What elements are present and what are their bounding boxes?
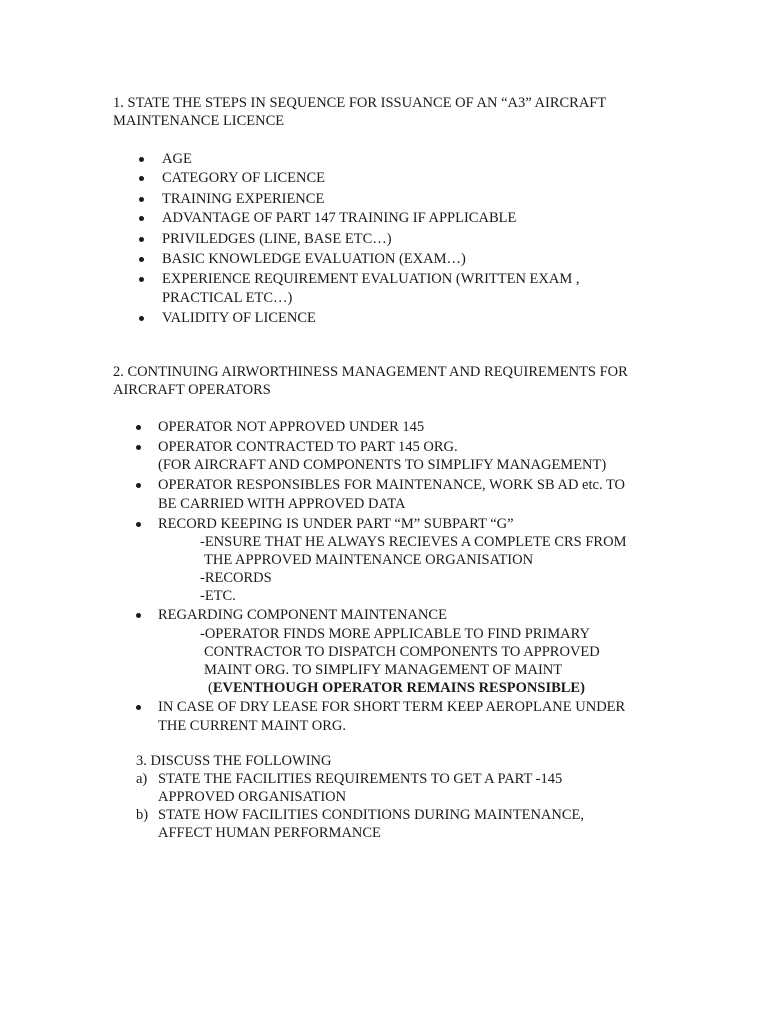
bullet-icon (139, 316, 144, 321)
bullet-icon (139, 257, 144, 262)
section3-heading: 3. DISCUSS THE FOLLOWING (136, 753, 332, 769)
bullet-icon (136, 483, 141, 488)
bullet-icon (136, 445, 141, 450)
bullet-icon (139, 216, 144, 221)
bullet-icon (136, 425, 141, 430)
section2-heading-line2: AIRCRAFT OPERATORS (113, 382, 271, 398)
bullet-icon (139, 277, 144, 282)
section2-heading-line1: 2. CONTINUING AIRWORTHINESS MANAGEMENT AND REQUIREMENTS FOR (113, 364, 628, 380)
list-marker: b) (136, 807, 149, 823)
section1-heading-line2: MAINTENANCE LICENCE (113, 113, 285, 129)
bullet-icon (136, 613, 141, 618)
bullet-icon (139, 157, 144, 162)
bullet-icon (136, 522, 141, 527)
bullet-icon (136, 705, 141, 710)
section1-heading-line1: 1. STATE THE STEPS IN SEQUENCE FOR ISSUANCE OF AN “A3” AIRCRAFT (113, 95, 607, 111)
bullet-icon (139, 237, 144, 242)
document-page: 1. STATE THE STEPS IN SEQUENCE FOR ISSUANCE OF AN “A3” AIRCRAFT MAINTENANCE LICENCE AGE CATEGORY OF LICENCE TRAINING EXPERIENCE ADVANTAGE OF PART 147 TRAINING IF APPLICABLE PRIVILEDGES (LINE, BASE ETC…) BASIC KNOWLEDGE EVALUATION (EXAM…) EXPERIENCE REQUIREMENT EVALUATION (WRITTEN EXAM , PRACTICAL ETC…) VALIDITY OF LICENCE 2. CONTINUING AIRWORTHINESS MANAGEMENT AND REQUIREMENTS FOR AIRCRAFT OPERATORS OPERATOR NOT APPROVED UNDER 145 OPERATOR CONTRACTED TO PART 145 ORG. (FOR AIRCRAFT AND COMPONENTS TO SIMPLIFY MANAGEMENT) OPERATOR RESPONSIBLES FOR MAINTENANCE, WORK SB AD etc. TO BE CARRIED WITH APPROVED DATA RECORD KEEPING IS UNDER PART “M” SUBPART “G” -ENSURE THAT HE ALWAYS RECIEVES A COMPLETE CRS FROM THE APPROVED MAINTENANCE ORGANISATION -RECORDS -ETC. REGARDING COMPONENT MAINTENANCE -OPERATOR FINDS MORE APPLICABLE TO FIND PRIMARY CONTRACTOR TO DISPATCH COMPONENTS TO APPROVED MAINT ORG. TO SIMPLIFY MANAGEMENT OF MAINT (EVENTHOUGH OPERATOR REMAINS RESPONSIBLE) IN CASE OF DRY LEASE FOR SHORT TERM KEEP AEROPLANE UNDER THE CURRENT MAINT ORG. 3. DISCUSS THE FOLLOWING a) STATE THE FACILITIES REQUIREMENTS TO GET A PART -145 APPROVED ORGANISATION b) STATE HOW FACILITIES CONDITIONS DURING MAINTENANCE, AFFECT HUMAN PERFORMANCE (113, 95, 628, 841)
bullet-icon (139, 197, 144, 202)
list-marker: a) (136, 771, 148, 787)
bullet-icon (139, 176, 144, 181)
